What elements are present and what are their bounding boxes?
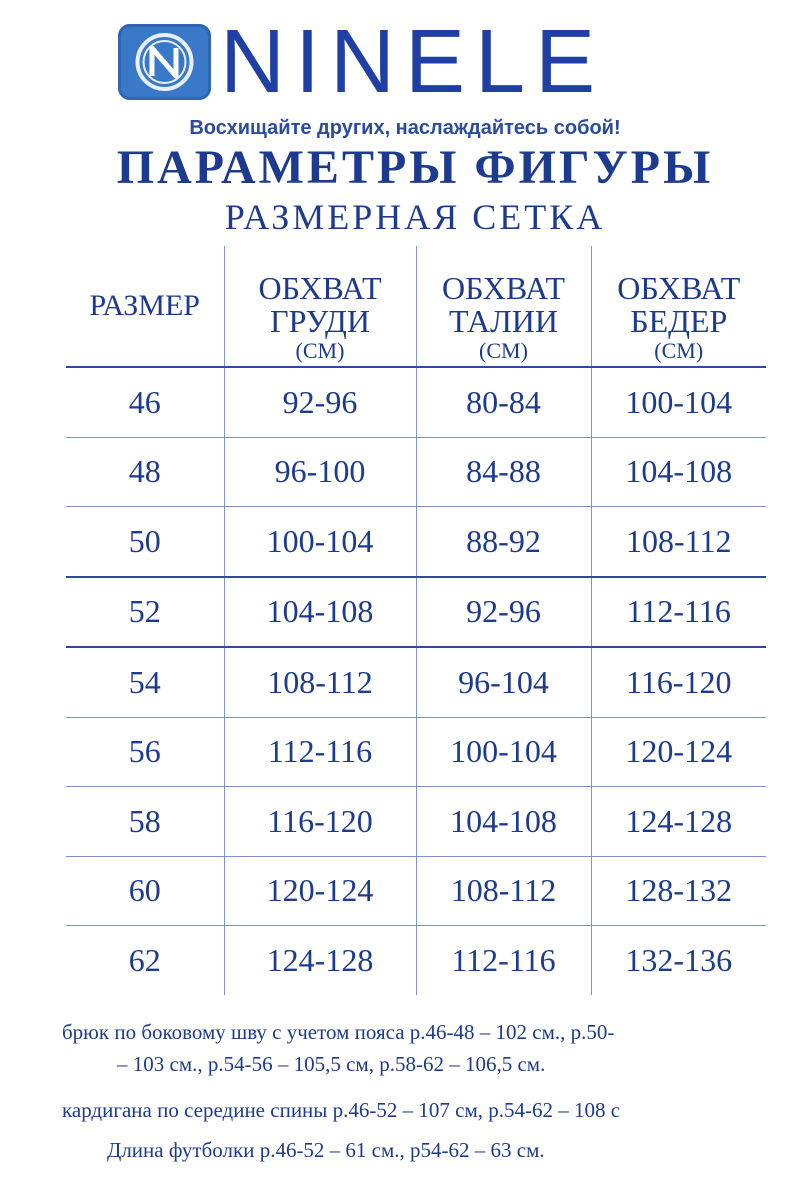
table-row [66,926,766,995]
note-tshirt-length: Длина футболки р.46-52 – 61 см., р54-62 – 63 см. [107,1138,545,1162]
waist-cell: 108-112 [416,856,591,926]
table-row [66,577,766,648]
hips-cell: 116-120 [591,647,766,717]
size-cell: 46 [66,367,224,437]
note-trousers-length: брюк по боковому шву с учетом пояса р.46-48 – 102 см., р.50- [62,1020,615,1044]
chest-cell: 92-96 [224,367,416,437]
hips-cell: 120-124 [591,717,766,787]
waist-cell: 112-116 [416,926,591,995]
waist-cell: 80-84 [416,367,591,437]
hips-cell: 100-104 [591,367,766,437]
hips-cell: 112-116 [591,577,766,648]
chest-cell: 104-108 [224,577,416,648]
header-waist-line2: ТАЛИИ [449,303,558,339]
chest-cell: 124-128 [224,926,416,995]
size-cell: 62 [66,926,224,995]
chest-cell: 120-124 [224,856,416,926]
header-chest-line1: ОБХВАТ [258,270,382,306]
table-row [66,647,766,717]
waist-cell: 84-88 [416,437,591,507]
brand-logo [118,12,718,112]
chest-cell: 116-120 [224,787,416,857]
chest-cell: 96-100 [224,437,416,507]
chest-cell: 112-116 [224,717,416,787]
size-cell: 60 [66,856,224,926]
header-waist-unit: (СМ) [479,338,528,363]
note-trousers-length-cont: – 103 см., р.54-56 – 105,5 см, р.58-62 – 106,5 см. [117,1052,546,1076]
header-waist-line1: ОБХВАТ [442,270,565,306]
table-row [66,787,766,857]
header-chest [224,246,416,367]
header-hips-line2: БЕДЕР [630,303,728,339]
hips-cell: 124-128 [591,787,766,857]
table-row [66,717,766,787]
page-title: ПАРАМЕТРЫ ФИГУРЫ [116,141,714,194]
size-cell: 58 [66,787,224,857]
brand-wordmark: NINELE [220,12,606,112]
ninele-logo-badge-icon [118,24,211,100]
header-hips [591,246,766,367]
table-row [66,507,766,577]
header-chest-unit: (СМ) [295,338,345,363]
waist-cell: 96-104 [416,647,591,717]
chest-cell: 108-112 [224,647,416,717]
size-chart-header-row [66,246,766,367]
size-cell: 56 [66,717,224,787]
size-cell: 54 [66,647,224,717]
size-cell: 48 [66,437,224,507]
header-size-label: РАЗМЕР [89,288,200,322]
header-waist [416,246,591,367]
hips-cell: 128-132 [591,856,766,926]
waist-cell: 88-92 [416,507,591,577]
hips-cell: 132-136 [591,926,766,995]
size-cell: 50 [66,507,224,577]
header-hips-line1: ОБХВАТ [617,270,741,306]
waist-cell: 104-108 [416,787,591,857]
table-row [66,856,766,926]
size-cell: 52 [66,577,224,648]
header-hips-unit: (СМ) [654,338,704,363]
waist-cell: 100-104 [416,717,591,787]
chest-cell: 100-104 [224,507,416,577]
waist-cell: 92-96 [416,577,591,648]
page-subtitle: РАЗМЕРНАЯ СЕТКА [224,197,606,237]
header-chest-line2: ГРУДИ [270,303,370,339]
note-cardigan-length: кардигана по середине спины р.46-52 – 107 см, р.54-62 – 108 с [62,1098,621,1122]
hips-cell: 108-112 [591,507,766,577]
table-row [66,367,766,437]
header-size [66,246,224,367]
brand-tagline: Восхищайте других, наслаждайтесь собой! [189,117,621,139]
size-chart-table [66,246,766,995]
hips-cell: 104-108 [591,437,766,507]
table-row [66,437,766,507]
